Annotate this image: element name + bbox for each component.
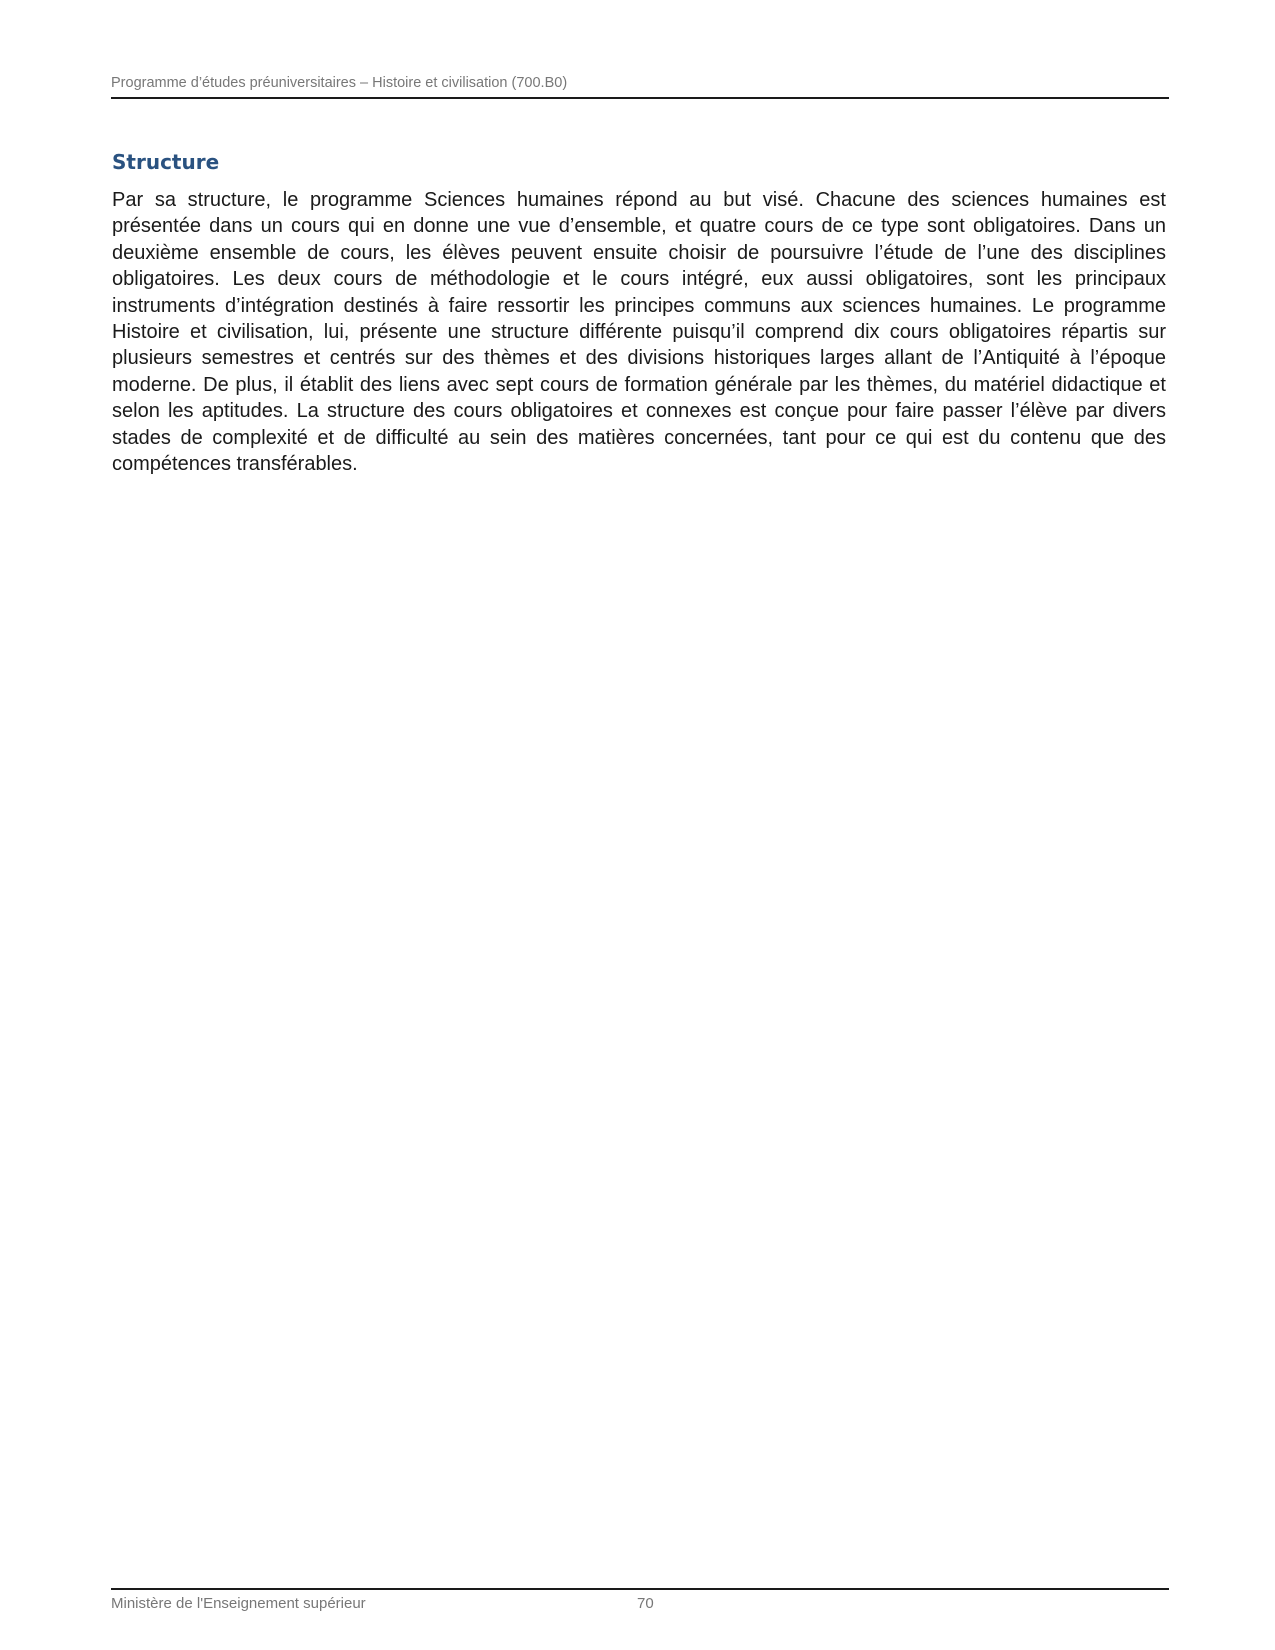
section-title: Structure bbox=[112, 150, 220, 174]
section-body-paragraph: Par sa structure, le programme Sciences humaines répond au but visé. Chacune des sciences humaines est présentée dans un cours qui en donne une vue d’ensemble, et quatre cours de ce type sont obligatoires. Dans un deuxième ensemble de cours, les élèves peuvent ensuite choisir de poursuivre l’étude de l’une des disciplines obligatoires. Les deux cours de méthodologie et le cours intégré, eux aussi obligatoires, sont les principaux instruments d’intégration destinés à faire ressortir les principes communs aux sciences humaines. Le programme Histoire et civilisation, lui, présente une structure différente puisqu’il comprend dix cours obligatoires répartis sur plusieurs semestres et centrés sur des thèmes et des divisions historiques larges allant de l’Antiquité à l’époque moderne. De plus, il établit des liens avec sept cours de formation générale par les thèmes, du matériel didactique et selon les aptitudes. La structure des cours obligatoires et connexes est conçue pour faire passer l’élève par divers stades de complexité et de difficulté au sein des matières concernées, tant pour ce qui est du contenu que des compétences transférables. bbox=[112, 189, 1166, 476]
page-header bbox=[111, 74, 1169, 99]
footer-organization: Ministère de l'Enseignement supérieur bbox=[111, 1595, 366, 1612]
footer-page-number: 70 bbox=[637, 1595, 654, 1612]
header-title: Programme d’études préuniversitaires – Histoire et civilisation (700.B0) bbox=[111, 75, 568, 91]
page-footer bbox=[111, 1588, 1169, 1618]
